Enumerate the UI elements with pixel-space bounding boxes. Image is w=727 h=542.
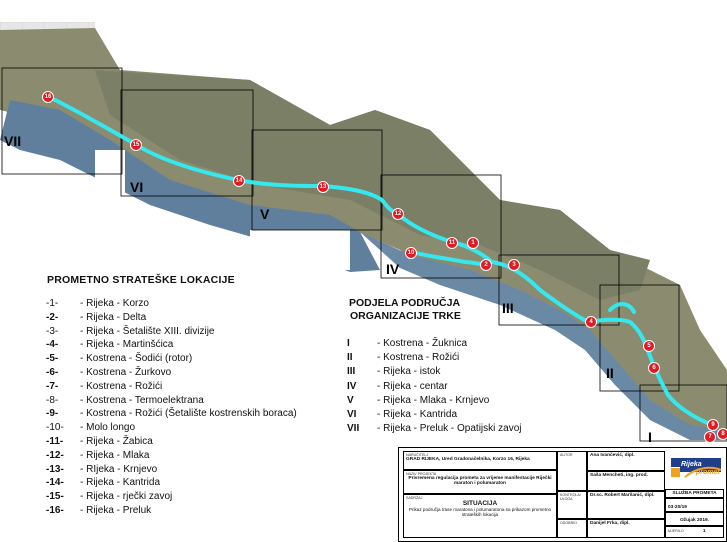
date-cell [665, 512, 724, 526]
control-label: KONTROLA/ ULOGA [560, 493, 581, 501]
location-number: -3- [46, 325, 59, 337]
location-number: -4- [46, 339, 59, 351]
project-value: Privremena regulacija prometa za vrijeme manifestacije Riječki maraton i polumaraton [408, 476, 552, 486]
zone-label: V [260, 206, 270, 222]
list-item [46, 366, 297, 380]
location-label: - Rijeka - Preluk [80, 504, 152, 516]
location-marker-6[interactable]: 6 [648, 362, 660, 374]
company-sub: promet [696, 469, 720, 476]
scale-label: MJERILO [668, 529, 684, 533]
area-number: V [347, 394, 354, 406]
location-marker-4[interactable]: 4 [585, 316, 597, 328]
location-label: - Kostrena - Žurkovo [80, 366, 172, 378]
sheet-title: SITUACIJA [462, 500, 498, 507]
sheet-cell [403, 494, 557, 538]
control-cell [587, 491, 665, 519]
location-label: - Rijeka - Kantrida [80, 477, 161, 489]
location-marker-13[interactable]: 13 [317, 181, 329, 193]
location-marker-8[interactable]: 8 [717, 428, 727, 440]
areas-title-line-1: PODJELA PODRUČJA [349, 297, 461, 309]
location-marker-1[interactable]: 1 [467, 237, 479, 249]
location-label: - Kostrena - Rožići (Šetalište kostrenskih boraca) [80, 408, 297, 420]
list-item [347, 351, 521, 365]
list-item [46, 504, 297, 518]
list-item [46, 394, 297, 408]
list-item [46, 352, 297, 366]
list-item [347, 380, 521, 394]
location-marker-9[interactable]: 9 [707, 419, 719, 431]
location-number: -5- [46, 353, 59, 365]
area-number: IV [347, 380, 357, 392]
area-label: - Kostrena - Žuknica [377, 338, 468, 349]
area-number: II [347, 352, 353, 364]
location-marker-10[interactable]: 10 [405, 247, 417, 259]
number-value: 03-20/19 [668, 505, 687, 510]
approve-label: ODOBRIO [560, 521, 577, 525]
areas-title [349, 297, 461, 323]
location-number: -16- [46, 504, 64, 516]
sheet-description: Prikaz područja trase maratona i polumaratona sa prikazom prometno strateških lokacija [408, 507, 552, 517]
zone-label: VII [4, 133, 22, 149]
location-number: -2- [46, 311, 59, 323]
list-item [46, 325, 297, 339]
list-item [46, 435, 297, 449]
area-label: - Rijeka - istok [377, 366, 441, 378]
author2-cell [587, 471, 665, 491]
area-label: - Rijeka - Mlaka - Krnjevo [377, 394, 490, 406]
area-number: III [347, 366, 356, 378]
location-number: -1- [46, 298, 59, 309]
list-item [347, 422, 521, 436]
project-label: NAZIV PROJEKTA [406, 472, 437, 476]
zone-label: III [502, 300, 514, 316]
location-label: - Rijeka - Delta [80, 311, 147, 323]
location-number: -11- [46, 435, 64, 447]
author2-value: Saša Mencheti, ing. prod. [590, 473, 648, 478]
location-label: - Rijeka - Martinšćica [80, 339, 174, 351]
scale-value: 1 [702, 529, 706, 534]
list-item [46, 476, 297, 490]
approve-value: Danijel Frka, dipl. [590, 521, 630, 526]
list-item [46, 490, 297, 504]
location-label: - Kostrena - Termoelektrana [80, 394, 204, 406]
list-item [46, 421, 297, 435]
areas-title-line-2: ORGANIZACIJE TRKE [350, 310, 461, 322]
location-number: -9- [46, 408, 59, 420]
author-value: Ana Ivančević, dipl. [590, 453, 635, 458]
approve-label-cell [557, 519, 587, 538]
location-label: - Rijeka - rječki zavoj [80, 491, 173, 503]
scale-cell [665, 526, 724, 538]
area-label: - Rijeka - Kantrida [377, 409, 458, 421]
date-value: Ožujak 2019. [679, 518, 710, 523]
zone-label: IV [386, 261, 400, 277]
list-item [46, 338, 297, 352]
location-number: -7- [46, 380, 59, 392]
location-marker-15[interactable]: 15 [130, 139, 142, 151]
list-item [46, 407, 297, 421]
race-areas-list [347, 337, 521, 436]
area-label: - Rijeka - centar [377, 380, 448, 392]
location-marker-12[interactable]: 12 [392, 208, 404, 220]
location-marker-11[interactable]: 11 [446, 237, 458, 249]
location-label: - Molo longo [80, 422, 136, 434]
list-item [347, 408, 521, 422]
strategic-locations-list [46, 297, 297, 518]
project-cell [403, 470, 557, 494]
location-number: -10- [46, 422, 64, 434]
zone-label: I [648, 429, 652, 445]
location-marker-7[interactable]: 7 [704, 431, 716, 443]
number-cell [665, 498, 724, 512]
control-label-cell [557, 491, 587, 519]
location-label: - Rijeka - Mlaka [80, 449, 150, 461]
list-item [347, 394, 521, 408]
location-number: -13- [46, 463, 64, 475]
control-value: Dr.sc. Robert Maršanić, dipl. [590, 493, 655, 498]
investor-value: GRAD RIJEKA, Ured Gradonačelnika, Korzo 16, Rijeka [406, 457, 530, 462]
location-number: -8- [46, 394, 59, 406]
list-item [347, 337, 521, 351]
area-number: VI [347, 409, 357, 421]
area-number: I [347, 338, 350, 349]
location-label: - Rijeka - Šetalište XIII. divizije [80, 325, 215, 337]
list-item [46, 297, 297, 311]
author-label-cell [557, 451, 587, 491]
location-number: -14- [46, 477, 64, 489]
area-number: VII [347, 423, 360, 435]
zone-label: II [606, 365, 614, 381]
location-marker-3[interactable]: 3 [508, 259, 520, 271]
location-marker-16[interactable]: 16 [42, 91, 54, 103]
list-item [46, 311, 297, 325]
investor-label: NARUČITELJ [406, 453, 429, 457]
location-number: -12- [46, 449, 64, 461]
location-label: - Kostrena - Šodići (rotor) [80, 353, 193, 365]
author-label: AUTOR [560, 453, 573, 457]
location-label: - Kostrena - Rožići [80, 380, 163, 392]
area-label: - Kostrena - Rožići [377, 352, 460, 364]
legend-title: PROMETNO STRATEŠKE LOKACIJE [47, 274, 235, 286]
list-item [46, 463, 297, 477]
location-marker-14[interactable]: 14 [233, 175, 245, 187]
service-value: SLUŽBA PROMETA [672, 491, 717, 496]
location-label: - RIjeka - Krnjevo [80, 463, 158, 475]
approve-cell [587, 519, 665, 538]
company-name: Rijeka [681, 461, 702, 468]
author-cell [587, 451, 665, 471]
location-marker-5[interactable]: 5 [643, 340, 655, 352]
location-number: -6- [46, 366, 59, 378]
location-label: - Rijeka - Korzo [80, 298, 149, 309]
list-item [347, 365, 521, 379]
sheet-label: SADRŽAJ [406, 496, 423, 500]
location-marker-2[interactable]: 2 [480, 259, 492, 271]
list-item [46, 449, 297, 463]
investor-cell [403, 451, 557, 470]
service-cell [665, 489, 724, 498]
list-item [46, 380, 297, 394]
zone-label: VI [130, 179, 144, 195]
location-number: -15- [46, 491, 64, 503]
area-label: - Rijeka - Preluk - Opatijski zavoj [377, 423, 522, 435]
location-label: - Rijeka - Žabica [80, 435, 153, 447]
